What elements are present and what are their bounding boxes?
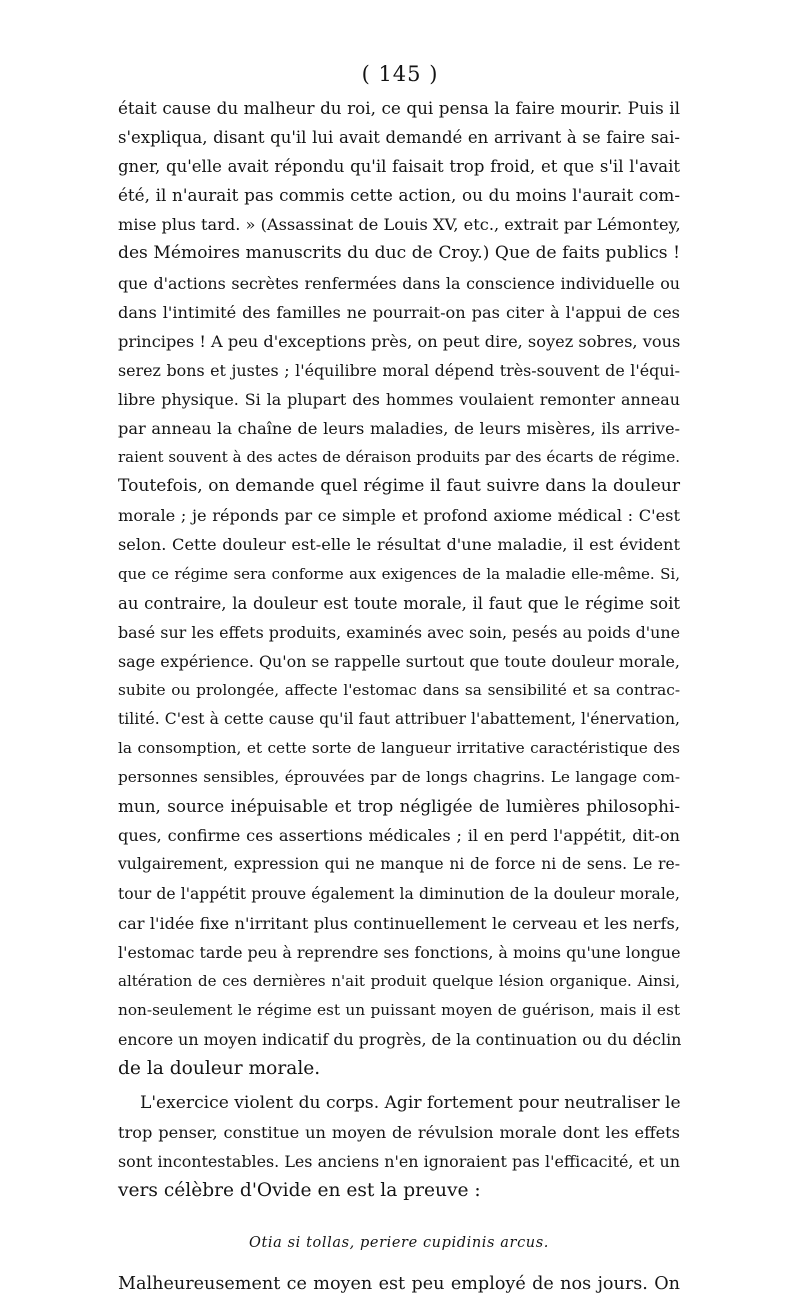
text-line: par anneau la chaîne de leurs maladies, de leurs misères, ils arrive- (118, 419, 680, 439)
text-line: vers célèbre d'Ovide en est la preuve : (118, 1180, 481, 1202)
text-line: selon. Cette douleur est-elle le résultat d'une maladie, il est évident (118, 535, 680, 555)
text-line: Toutefois, on demande quel régime il faut suivre dans la douleur (118, 476, 680, 497)
text-line: Malheureusement ce moyen est peu employé de nos jours. On (118, 1273, 680, 1294)
text-line: altération de ces dernières n'ait produit quelque lésion organique. Ainsi, (118, 971, 680, 990)
text-line: que d'actions secrètes renfermées dans la conscience individuelle ou (118, 273, 680, 293)
text-line: des Mémoires manuscrits du duc de Croy.) Que de faits publics ! (118, 243, 680, 264)
text-line: l'estomac tarde peu à reprendre ses fonctions, à moins qu'une longue (118, 942, 681, 962)
text-line: vulgairement, expression qui ne manque ni de force ni de sens. Le re- (118, 855, 680, 874)
text-line: au contraire, la douleur est toute morale, il faut que le régime soit (118, 593, 680, 613)
page-number: ( 145 ) (361, 62, 439, 86)
latin-quotation: Otia si tollas, periere cupidinis arcus. (249, 1234, 549, 1251)
text-line: mun, source inépuisable et trop négligée de lumières philosophi- (118, 796, 680, 817)
text-line: morale ; je réponds par ce simple et profond axiome médical : C'est (118, 506, 680, 526)
text-line: car l'idée fixe n'irritant plus continuellement le cerveau et les nerfs, (118, 913, 680, 933)
text-line: principes ! A peu d'exceptions près, on peut dire, soyez sobres, vous (118, 331, 681, 351)
text-line: été, il n'aurait pas commis cette action, ou du moins l'aurait com- (118, 185, 680, 206)
text-line: s'expliqua, disant qu'il lui avait demandé en arrivant à se faire sai- (118, 128, 680, 148)
text-line: personnes sensibles, éprouvées par de longs chagrins. Le langage com- (118, 768, 680, 787)
text-line: non-seulement le régime est un puissant moyen de guérison, mais il est (118, 1000, 680, 1019)
page-body (118, 94, 680, 1299)
text-line: que ce régime sera conforme aux exigences de la maladie elle-même. Si, (118, 564, 680, 583)
text-line: encore un moyen indicatif du progrès, de la continuation ou du déclin (118, 1030, 682, 1049)
text-line: tilité. C'est à cette cause qu'il faut attribuer l'abattement, l'énervation, (118, 709, 680, 728)
text-line: subite ou prolongée, affecte l'estomac dans sa sensibilité et sa contrac- (118, 680, 680, 699)
text-line: sage expérience. Qu'on se rappelle surtout que toute douleur morale, (118, 651, 680, 671)
text-line: libre physique. Si la plupart des hommes voulaient remonter anneau (118, 389, 680, 409)
text-line: serez bons et justes ; l'équilibre moral dépend très-souvent de l'équi- (118, 360, 680, 380)
text-line: raient souvent à des actes de déraison produits par des écarts de régime. (118, 448, 680, 467)
text-line: dans l'intimité des familles ne pourrait-on pas citer à l'appui de ces (118, 302, 680, 322)
text-line: la consomption, et cette sorte de langueur irritative caractéristique des (118, 739, 680, 758)
paragraph-1 (118, 94, 680, 1083)
text-line: sont incontestables. Les anciens n'en ignoraient pas l'efficacité, et un (118, 1152, 680, 1172)
text-line: mise plus tard. » (Assassinat de Louis XV, etc., extrait par Lémontey, (118, 215, 681, 235)
text-line: tour de l'appétit prouve également la diminution de la douleur morale, (118, 884, 680, 903)
text-line: ques, confirme ces assertions médicales ; il en perd l'appétit, dit-on (118, 826, 680, 846)
text-line: basé sur les effets produits, examinés avec soin, pesés au poids d'une (118, 622, 680, 642)
text-line: gner, qu'elle avait répondu qu'il faisait trop froid, et que s'il l'avait (118, 157, 680, 177)
text-line: de la douleur morale. (118, 1058, 321, 1080)
paragraph-2 (118, 1089, 680, 1205)
text-line: trop penser, constitue un moyen de révulsion morale dont les effets (118, 1123, 680, 1143)
text-line: L'exercice violent du corps. Agir fortement pour neutraliser le (140, 1093, 681, 1114)
text-line: était cause du malheur du roi, ce qui pensa la faire mourir. Puis il (118, 98, 680, 118)
